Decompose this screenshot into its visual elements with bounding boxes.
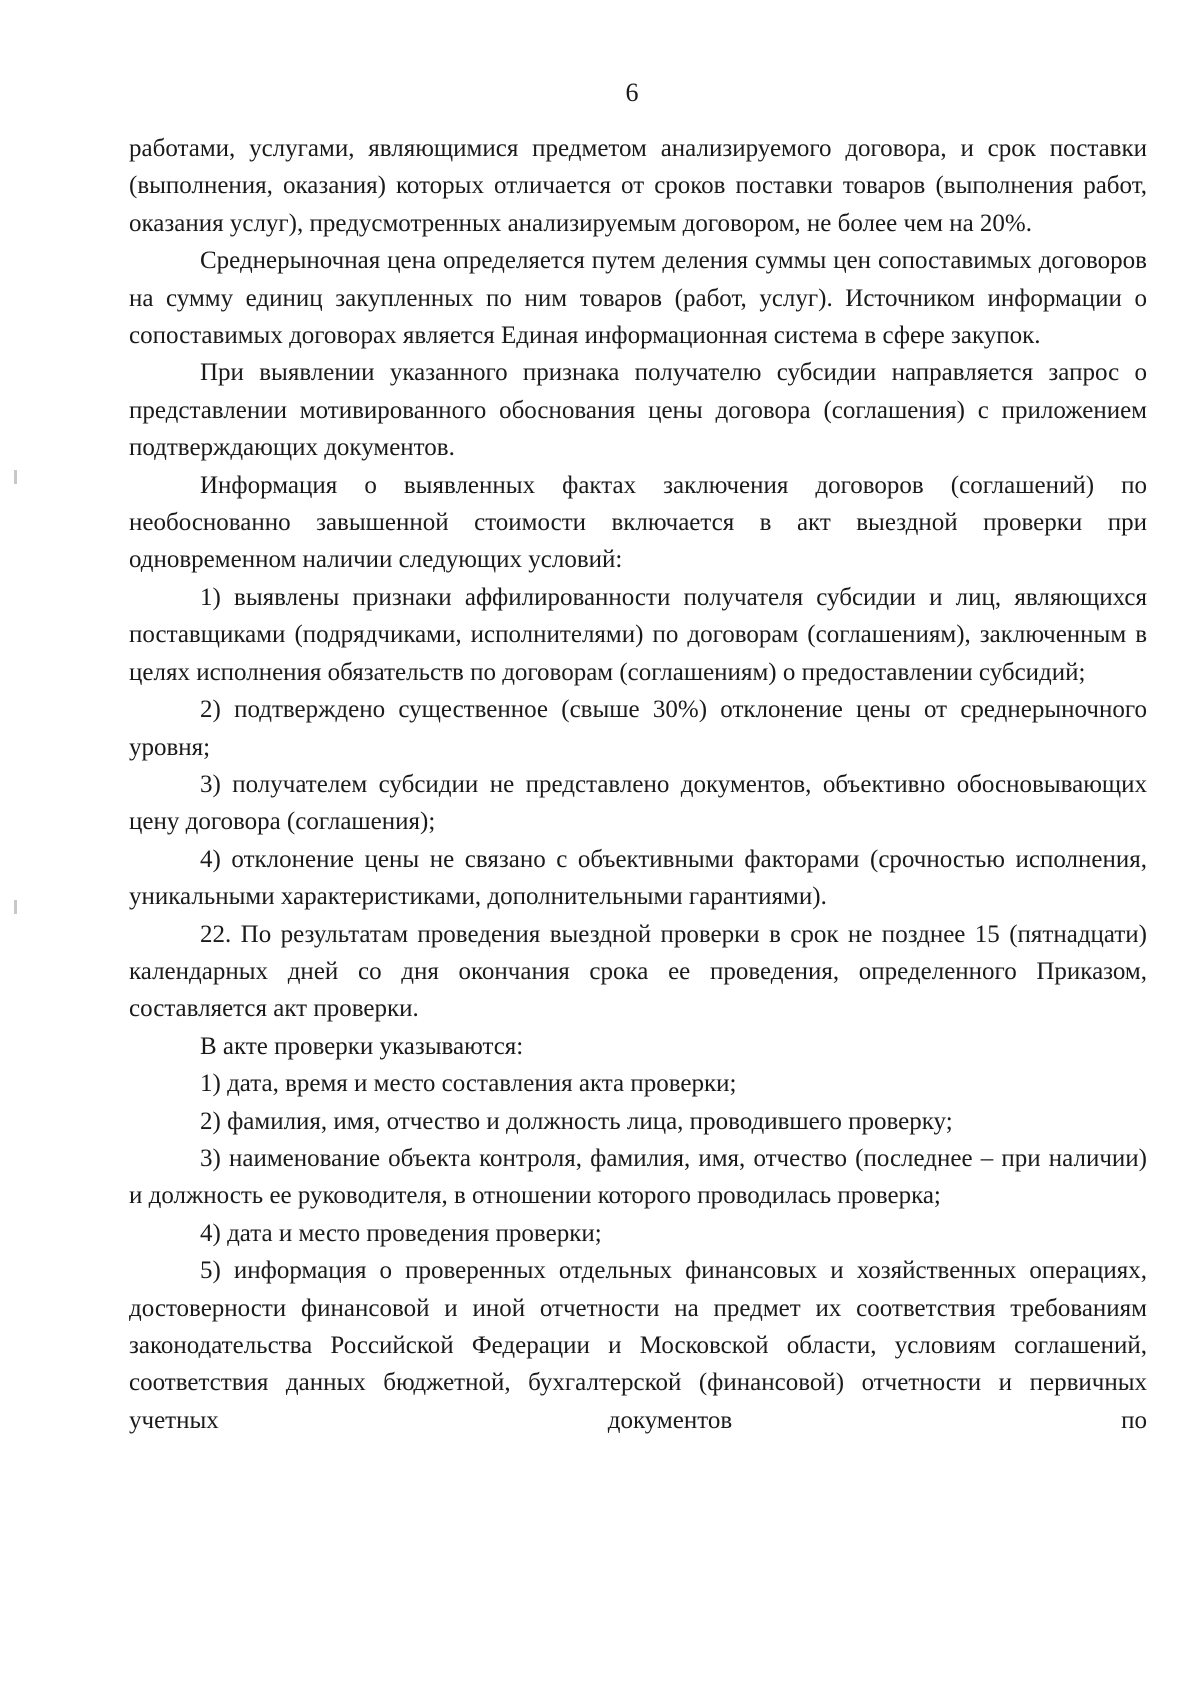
list-item: 2) фамилия, имя, отчество и должность лица, проводившего проверку;	[200, 1107, 953, 1135]
list-item: 1) дата, время и место составления акта проверки;	[200, 1070, 737, 1098]
paragraph: Информация о выявленных фактах заключения договоров (соглашений) по необоснованно завышенной стоимости включается в акт выездной проверки при одновременном наличии следующих условий:	[129, 471, 1147, 574]
list-item: 2) подтверждено существенное (свыше 30%) отклонение цены от среднерыночного уровня;	[129, 696, 1147, 761]
list-item: 1) выявлены признаки аффилированности получателя субсидии и лиц, являющихся поставщиками (подрядчиками, исполнителями) по договорам (соглашениям), заключенным в целях исполнения обязательств по договорам (соглашениям) о предоставлении субсидий;	[129, 583, 1147, 686]
list-item: 4) дата и место проведения проверки;	[200, 1219, 602, 1247]
document-body	[129, 130, 1147, 1439]
list-item: 4) отклонение цены не связано с объективными факторами (срочностью исполнения, уникальными характеристиками, дополнительными гарантиями).	[129, 845, 1147, 911]
paragraph: При выявлении указанного признака получателю субсидии направляется запрос о представлении мотивированного обоснования цены договора (соглашения) с приложением подтверждающих документов.	[129, 359, 1147, 462]
paragraph: В акте проверки указываются:	[200, 1032, 524, 1060]
paragraph: 22. По результатам проведения выездной проверки в срок не позднее 15 (пятнадцати) календарных дней со дня окончания срока ее проведения, определенного Приказом, составляется акт проверки.	[129, 920, 1147, 1023]
list-item: 5) информация о проверенных отдельных финансовых и хозяйственных операциях, достоверности финансовой и иной отчетности на предмет их соответствия требованиям законодательства Российской Федерации и Московской области, условиям соглашений, соответствия данных бюджетной, бухгалтерской (финансовой) отчетности и первичных учетных документов по	[129, 1257, 1147, 1434]
paragraph: работами, услугами, являющимися предметом анализируемого договора, и срок поставки (выполнения, оказания) которых отличается от сроков поставки товаров (выполнения работ, оказания услуг), предусмотренных анализируемым договором, не более чем на 20%.	[129, 135, 1147, 237]
list-item: 3) получателем субсидии не представлено документов, объективно обосновывающих цену договора (соглашения);	[129, 770, 1147, 836]
scan-edge-mark	[14, 900, 17, 914]
page-number: 6	[625, 78, 639, 107]
list-item: 3) наименование объекта контроля, фамилия, имя, отчество (последнее – при наличии) и должность ее руководителя, в отношении которого проводилась проверка;	[129, 1144, 1147, 1210]
paragraph: Среднерыночная цена определяется путем деления суммы цен сопоставимых договоров на сумму единиц закупленных по ним товаров (работ, услуг). Источником информации о сопоставимых договорах является Единая информационная система в сфере закупок.	[129, 247, 1147, 350]
scan-edge-mark	[14, 470, 17, 484]
